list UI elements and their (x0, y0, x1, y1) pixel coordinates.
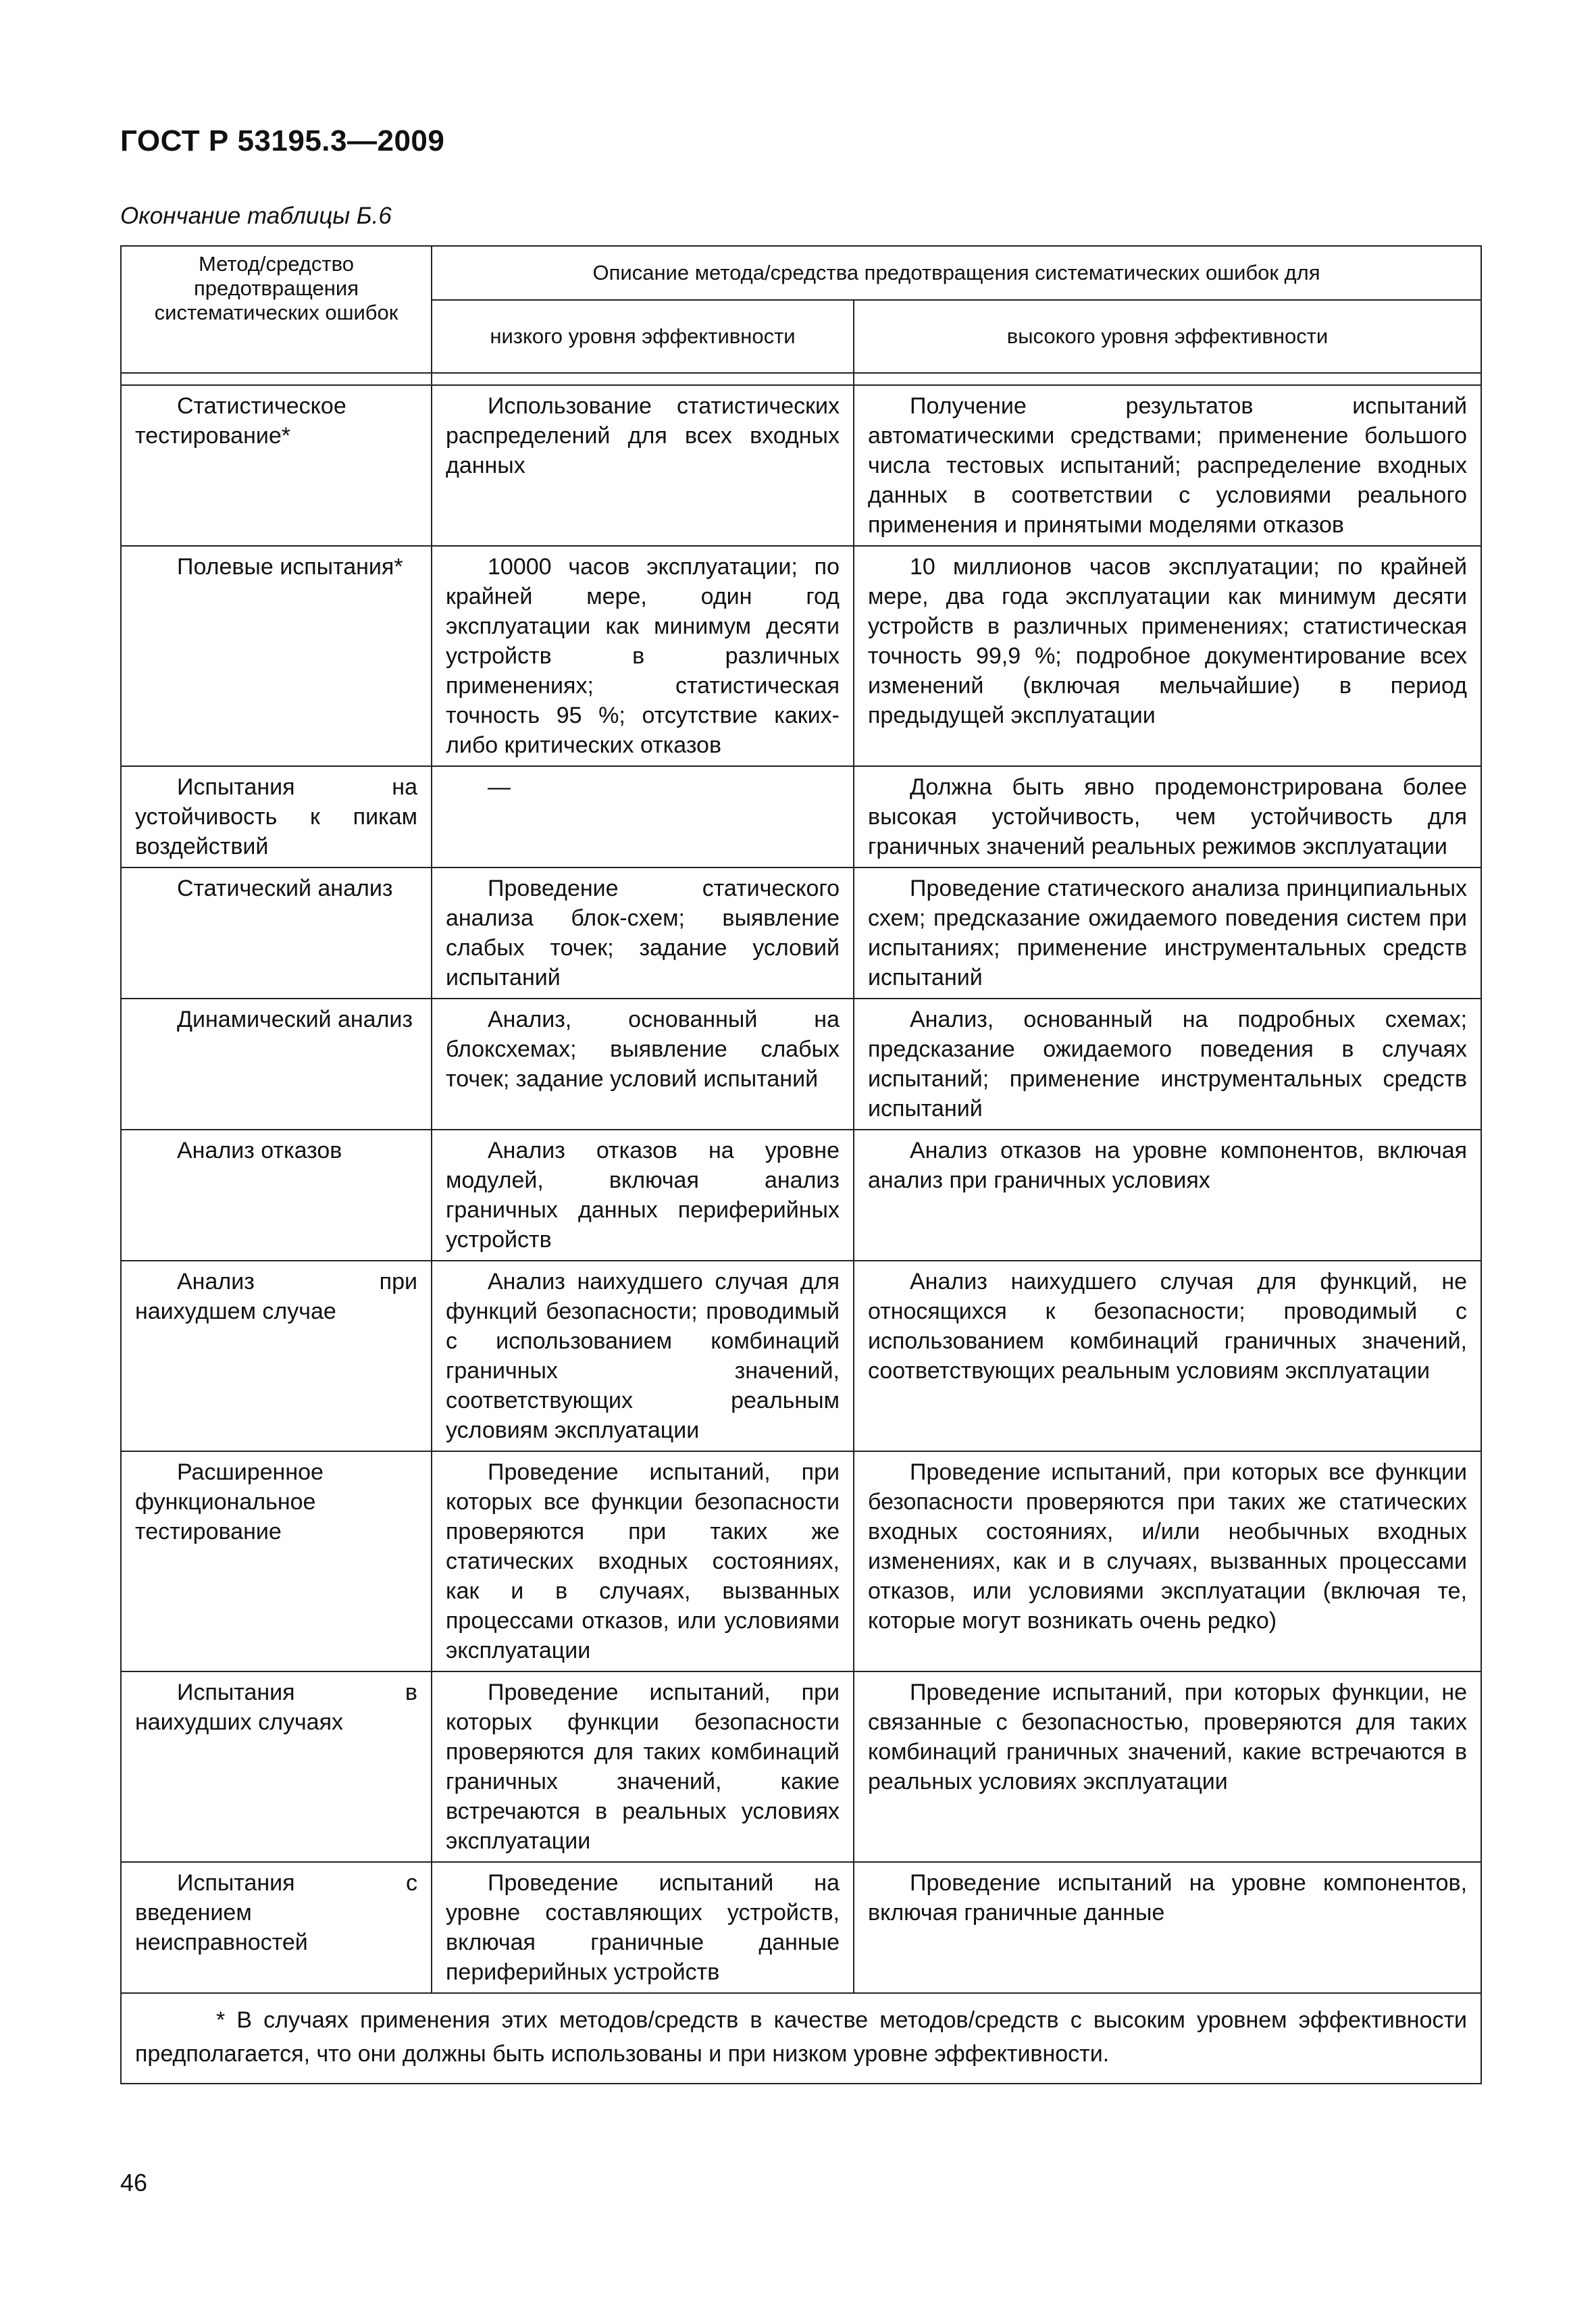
method-cell (121, 1862, 432, 1993)
low-level-cell-text: Анализ отказов на уровне модулей, включая анализ граничных данных периферийных устройств (446, 1138, 840, 1253)
low-level-cell (432, 546, 854, 766)
method-cell-text: Испытания на устойчивость к пикам воздействий (135, 774, 417, 859)
header-low-level: низкого уровня эффективности (432, 300, 854, 373)
high-level-cell (854, 546, 1481, 766)
method-cell-text: Испытания в наихудших случаях (135, 1680, 417, 1735)
method-cell (121, 1671, 432, 1862)
method-cell (121, 1451, 432, 1671)
page-number: 46 (120, 2169, 148, 2196)
method-cell-text: Анализ отказов (177, 1138, 342, 1163)
method-cell-text: Полевые испытания* (177, 554, 403, 580)
table-row (121, 1671, 1481, 1862)
high-level-cell (854, 385, 1481, 546)
method-cell-text: Расширенное функциональное тестирование (135, 1459, 324, 1544)
low-level-cell (432, 999, 854, 1130)
low-level-cell (432, 867, 854, 999)
high-level-cell (854, 1130, 1481, 1261)
high-level-cell (854, 1261, 1481, 1451)
table-row (121, 546, 1481, 766)
high-level-cell-text: Анализ, основанный на подробных схемах; предсказание ожидаемого поведения в случаях испытаний; применение инструментальных средств испытаний (868, 1007, 1468, 1122)
low-level-cell-text: Проведение статического анализа блок-схем; выявление слабых точек; задание условий испытаний (446, 876, 840, 990)
high-level-cell-text: Должна быть явно продемонстрирована более высокая устойчивость, чем устойчивость для граничных значений реальных режимов эксплуатации (868, 774, 1468, 859)
low-level-cell (432, 385, 854, 546)
high-level-cell-text: Проведение испытаний, при которых функции, не связанные с безопасностью, проверяются для таких комбинаций граничных значений, какие встречаются в реальных условиях эксплуатации (868, 1680, 1468, 1794)
low-level-cell-text: 10000 часов эксплуатации; по крайней мере, один год эксплуатации как минимум десяти устройств в различных применениях; статистическая точность 95 %; отсутствие каких-либо критических отказов (446, 554, 840, 758)
high-level-cell-text: Проведение испытаний на уровне компонентов, включая граничные данные (868, 1870, 1468, 1926)
methods-table (120, 245, 1482, 2084)
low-level-cell (432, 1862, 854, 1993)
header-method: Метод/средство предотвращения систематических ошибок (121, 246, 432, 373)
high-level-cell (854, 1862, 1481, 1993)
method-cell-text: Статический анализ (177, 876, 393, 901)
table-row (121, 867, 1481, 999)
low-level-cell-text: Анализ наихудшего случая для функций безопасности; проводимый с использованием комбинаций граничных значений, соответствующих реальным условиям эксплуатации (446, 1269, 840, 1443)
high-level-cell (854, 1671, 1481, 1862)
header-high-level: высокого уровня эффективности (854, 300, 1481, 373)
table-row (121, 385, 1481, 546)
document-code: ГОСТ Р 53195.3—2009 (120, 124, 445, 157)
method-cell-text: Статистическое тестирование* (135, 393, 346, 449)
low-level-cell-text: Использование статистических распределений для всех входных данных (446, 393, 840, 478)
high-level-cell (854, 766, 1481, 867)
table-caption: Окончание таблицы Б.6 (120, 203, 392, 229)
low-level-cell-text: — (488, 774, 511, 800)
low-level-cell (432, 766, 854, 867)
table-container (120, 245, 1481, 2084)
method-cell (121, 1130, 432, 1261)
method-cell (121, 999, 432, 1130)
high-level-cell-text: Проведение испытаний, при которых все функции безопасности проверяются при таких же статических входных состояниях, и/или необычных входных изменениях, как и в случаях, вызванных процессами отказов, или условиями эксплуатации (включая те, которые могут возникать очень редко) (868, 1459, 1468, 1634)
table-row (121, 1451, 1481, 1671)
low-level-cell-text: Анализ, основанный на блоксхемах; выявление слабых точек; задание условий испытаний (446, 1007, 840, 1092)
method-cell (121, 546, 432, 766)
high-level-cell (854, 1451, 1481, 1671)
method-cell (121, 867, 432, 999)
low-level-cell (432, 1451, 854, 1671)
table-row (121, 1130, 1481, 1261)
method-cell (121, 766, 432, 867)
table-row (121, 766, 1481, 867)
method-cell-text: Динамический анализ (177, 1007, 413, 1032)
method-cell (121, 1261, 432, 1451)
high-level-cell-text: Получение результатов испытаний автоматическими средствами; применение большого числа тестовых испытаний; распределение входных данных в соответствии с условиями реального применения и принятыми моделями отказов (868, 393, 1468, 538)
table-footnote: * В случаях применения этих методов/средств в качестве методов/средств с высоким уровнем эффективности предполагается, что они должны быть использованы и при низком уровне эффективности. (121, 1993, 1481, 2084)
table-row (121, 999, 1481, 1130)
method-cell-text: Испытания с введением неисправностей (135, 1870, 417, 1955)
low-level-cell-text: Проведение испытаний, при которых функции безопасности проверяются для таких комбинаций граничных значений, какие встречаются в реальных условиях эксплуатации (446, 1680, 840, 1854)
low-level-cell (432, 1261, 854, 1451)
header-separator-row (121, 373, 1481, 385)
low-level-cell-text: Проведение испытаний на уровне составляющих устройств, включая граничные данные периферийных устройств (446, 1870, 840, 1985)
table-body (121, 385, 1481, 1993)
low-level-cell (432, 1130, 854, 1261)
low-level-cell (432, 1671, 854, 1862)
high-level-cell-text: 10 миллионов часов эксплуатации; по крайней мере, два года эксплуатации как минимум десяти устройств в различных применениях; статистическая точность 99,9 %; подробное документирование всех изменений (включая мельчайшие) в период предыдущей эксплуатации (868, 554, 1468, 728)
method-cell-text: Анализ при наихудшем случае (135, 1269, 417, 1324)
header-description: Описание метода/средства предотвращения систематических ошибок для (432, 246, 1481, 300)
high-level-cell (854, 999, 1481, 1130)
high-level-cell-text: Проведение статического анализа принципиальных схем; предсказание ожидаемого поведения систем при испытаниях; применение инструментальных средств испытаний (868, 876, 1468, 990)
high-level-cell-text: Анализ отказов на уровне компонентов, включая анализ при граничных условиях (868, 1138, 1468, 1193)
low-level-cell-text: Проведение испытаний, при которых все функции безопасности проверяются при таких же статических входных состояниях, как и в случаях, вызванных процессами отказов, или условиями эксплуатации (446, 1459, 840, 1663)
table-row (121, 1261, 1481, 1451)
high-level-cell-text: Анализ наихудшего случая для функций, не относящихся к безопасности; проводимый с использованием комбинаций граничных значений, соответствующих реальным условиям эксплуатации (868, 1269, 1468, 1384)
method-cell (121, 385, 432, 546)
high-level-cell (854, 867, 1481, 999)
table-row (121, 1862, 1481, 1993)
